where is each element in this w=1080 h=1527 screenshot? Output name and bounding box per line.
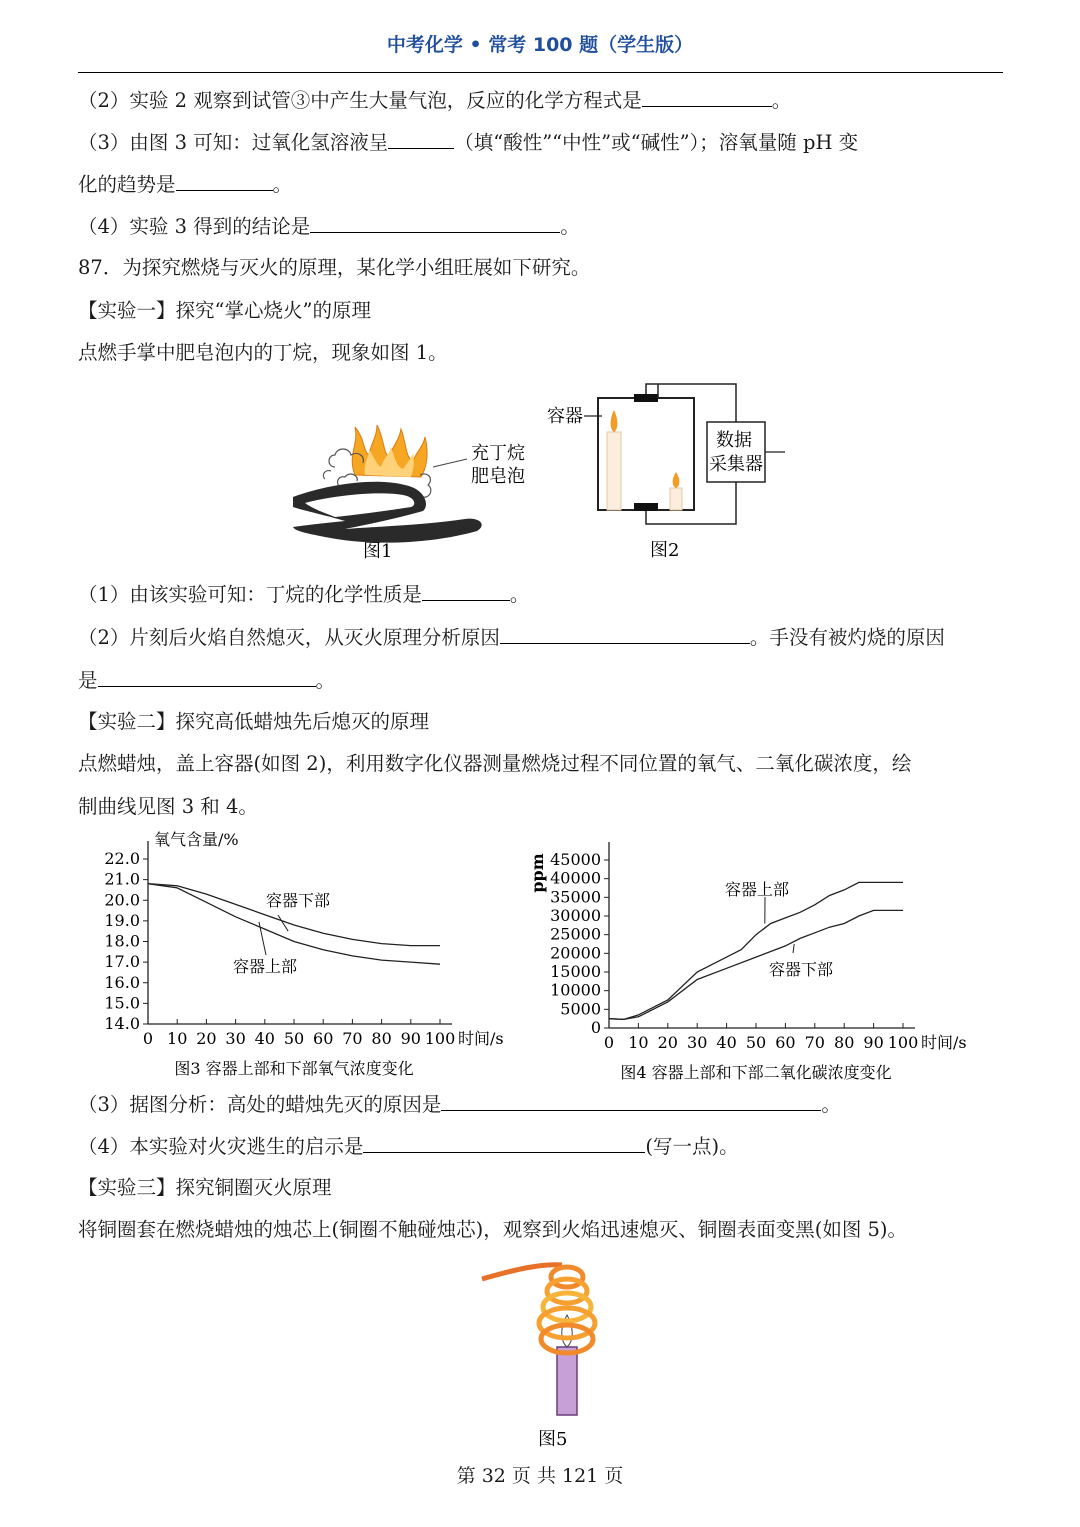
series-label-leader [259,922,266,955]
x-tick-label: 100 [887,1033,919,1052]
text: （2）实验 2 观察到试管③中产生大量气泡，反应的化学方程式是 [78,89,642,112]
y-tick-label: 17.0 [104,952,140,972]
y-tick-label: 5000 [560,999,601,1019]
series-label-leader [793,944,794,953]
x-tick-label: 70 [342,1029,363,1048]
x-tick-label: 40 [716,1033,737,1052]
x-tick-label: 0 [603,1033,615,1052]
flame-icon [352,425,427,477]
y-tick-label: 25000 [550,924,601,944]
answer-blank[interactable] [500,625,750,644]
x-tick-label: 30 [687,1033,708,1052]
series-label: 容器下部 [769,960,834,979]
y-tick-label: 20000 [550,943,601,963]
problem-87-intro: 87．为探究燃烧与灭火的原理，某化学小组旺展如下研究。 [78,256,591,279]
x-tick-label: 0 [142,1029,154,1048]
chart-caption: 图4 容器上部和下部二氧化碳浓度变化 [620,1063,892,1082]
header-rule [78,72,1003,73]
label-leader-line [433,459,467,467]
collector-label-2: 采集器 [709,454,763,475]
y-tick-label: 21.0 [104,869,140,889]
text: 。 [771,89,792,112]
answer-blank[interactable] [422,582,510,601]
sensor-top [634,394,658,402]
wire-bottom [646,482,736,524]
answer-blank[interactable] [363,1134,645,1153]
page-header: 中考化学 • 常考 100 题（学生版） [386,34,694,56]
fig2-caption: 图2 [650,540,680,561]
figure-2-container-candles [540,380,800,565]
text: （1）由该实验可知：丁烷的化学性质是 [78,583,422,606]
y-tick-label: 45000 [550,850,601,869]
figure-5-copper-coil [470,1255,620,1455]
x-axis-label: 时间/s [458,1029,504,1048]
text: 。 [560,215,580,238]
candle-icon [557,1315,577,1415]
answer-blank[interactable] [388,130,454,149]
tall-candle-icon [607,410,621,510]
sensor-bottom [634,503,658,511]
figure-3-oxygen-chart [78,825,528,1085]
y-tick-label: 10000 [550,980,601,1000]
experiment-1-heading: 【实验一】探究“掌心烧火”的原理 [78,299,371,322]
x-tick-label: 100 [424,1029,456,1048]
y-tick-label: 40000 [550,868,601,888]
experiment-2-text-cont: 制曲线见图 3 和 4。 [78,795,258,818]
x-tick-label: 90 [400,1029,421,1048]
x-tick-label: 40 [254,1029,275,1048]
text: 。 [272,173,293,196]
y-tick-label: 15.0 [104,993,140,1013]
y-tick-label: 35000 [550,887,601,907]
experiment-3-heading: 【实验三】探究铜圈灭火原理 [78,1176,332,1199]
question-4-line [78,214,1008,239]
x-tick-label: 20 [657,1033,678,1052]
text: （2）片刻后火焰自然熄灭，从灭火原理分析原因 [78,626,500,649]
y-tick-label: 0 [590,1018,601,1037]
x-tick-label: 90 [863,1033,884,1052]
x-tick-label: 30 [225,1029,246,1048]
wire-top [646,384,736,422]
fig5-caption: 图5 [538,1429,568,1450]
y-axis-label: 氧气含量/% [154,830,239,849]
question-87-3 [78,1092,1008,1117]
series-label-leader [278,915,288,931]
x-tick-label: 10 [628,1033,649,1052]
question-87-2 [78,625,1008,650]
figure-4-co2-chart [525,825,1000,1085]
series-label: 容器上部 [233,957,298,976]
chart-caption: 图3 容器上部和下部氧气浓度变化 [174,1059,414,1078]
y-tick-label: 16.0 [104,972,140,992]
text: 化的趋势是 [78,173,176,196]
series-line-2 [609,910,903,1019]
text: (写一点)。 [645,1135,739,1158]
page-footer: 第 32 页 共 121 页 [456,1465,624,1487]
x-axis-label: 时间/s [921,1033,967,1052]
experiment-3-text: 将铜圈套在燃烧蜡烛的烛芯上(铜圈不触碰烛芯)，观察到火焰迅速熄灭、铜圈表面变黑(如图 5)。 [78,1218,908,1241]
series-line-1 [609,882,903,1019]
x-tick-label: 70 [804,1033,825,1052]
answer-blank[interactable] [310,214,560,233]
y-tick-label: 30000 [550,906,601,925]
x-tick-label: 60 [775,1033,796,1052]
experiment-2-text: 点燃蜡烛，盖上容器(如图 2)，利用数字化仪器测量燃烧过程不同位置的氧气、二氧化碳浓度，绘 [78,752,912,775]
collector-label-1: 数据 [716,430,752,451]
x-tick-label: 10 [167,1029,188,1048]
text: 。 [509,583,530,606]
text: 。 [821,1093,841,1116]
figure-1-hand-flame [285,415,545,565]
answer-blank[interactable] [176,172,273,191]
question-87-4 [78,1134,1008,1159]
text: （3）据图分析：高处的蜡烛先灭的原因是 [78,1093,442,1116]
y-tick-label: 19.0 [104,910,140,930]
answer-blank[interactable] [642,88,772,107]
fig1-label-line2: 肥皂泡 [471,466,525,487]
text: 。 [315,669,336,692]
fig1-label-line1: 充丁烷 [471,443,525,464]
x-tick-label: 20 [196,1029,217,1048]
question-87-1 [78,582,1008,607]
question-2-line [78,88,1008,113]
series-label: 容器上部 [725,880,790,899]
x-tick-label: 80 [834,1033,855,1052]
y-tick-label: 15000 [550,962,601,981]
answer-blank[interactable] [441,1092,821,1111]
y-axis-label: ppm [528,853,547,893]
copper-coil-icon [482,1265,595,1353]
text: （4）本实验对火灾逃生的启示是 [78,1135,364,1158]
text: （4）实验 3 得到的结论是 [78,215,311,238]
experiment-1-text: 点燃手掌中肥皂泡内的丁烷，现象如图 1。 [78,341,448,364]
question-3-line [78,130,1008,155]
container-label: 容器 [547,406,583,427]
question-3-cont-line [78,172,1008,197]
y-tick-label: 14.0 [104,1014,140,1033]
text: （填“酸性”“中性”或“碱性”）；溶氧量随 pH 变 [454,131,859,154]
experiment-2-heading: 【实验二】探究高低蜡烛先后熄灭的原理 [78,710,430,733]
answer-blank[interactable] [98,668,316,687]
y-tick-label: 20.0 [104,890,140,910]
question-87-2-cont [78,668,1008,693]
series-label: 容器下部 [266,891,331,910]
y-tick-label: 18.0 [104,931,140,951]
y-tick-label: 22.0 [104,849,140,868]
text: 是 [78,669,98,692]
text: 。手没有被灼烧的原因 [749,626,945,649]
text: （3）由图 3 可知：过氧化氢溶液呈 [78,131,389,154]
hand-icon [293,482,482,543]
x-tick-label: 50 [283,1029,305,1048]
fig1-caption: 图1 [363,541,393,562]
x-tick-label: 50 [745,1033,767,1052]
x-tick-label: 60 [313,1029,334,1048]
x-tick-label: 80 [371,1029,392,1048]
short-candle-icon [670,472,682,510]
